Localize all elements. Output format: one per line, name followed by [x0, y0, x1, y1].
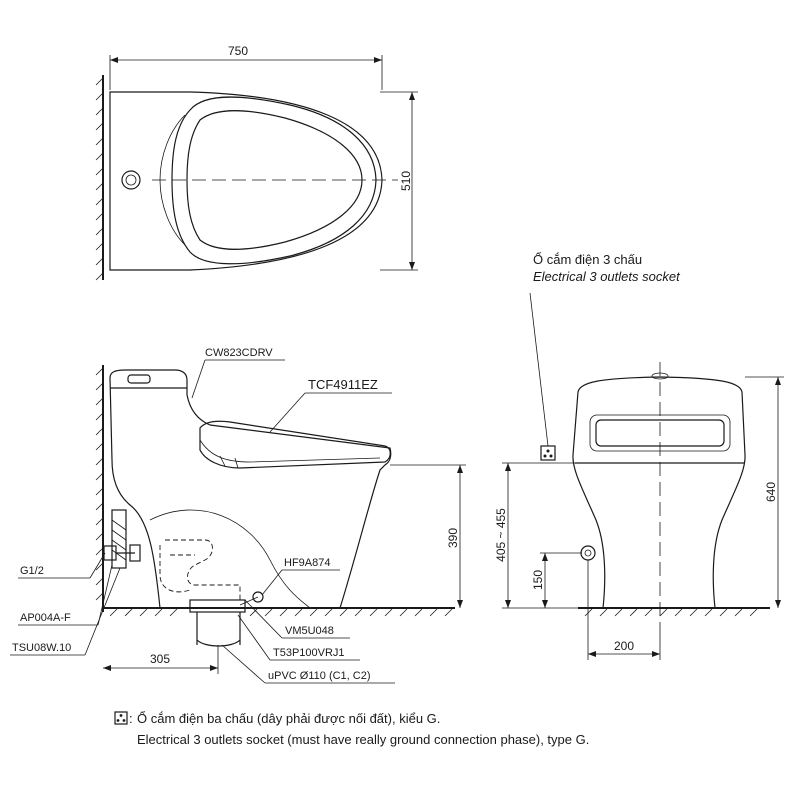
front-view: [494, 252, 784, 660]
socket-label-vi: Ổ cắm điện 3 chấu: [533, 252, 643, 267]
dim-305: 305: [149, 652, 171, 666]
dim-750: 750: [227, 44, 249, 58]
dim-640: 640: [764, 481, 778, 503]
dim-200: 200: [613, 639, 635, 653]
label-g12: G1/2: [20, 565, 44, 577]
label-upvc: uPVC Ø110 (C1, C2): [268, 670, 371, 682]
footnote-en: Electrical 3 outlets socket (must have really ground connection phase), type G.: [137, 732, 590, 747]
socket-label-en: Electrical 3 outlets socket: [533, 269, 680, 284]
footnote: [115, 711, 589, 747]
label-tsu08w: TSU08W.10: [12, 642, 72, 654]
label-ap004a: AP004A-F: [20, 612, 71, 624]
top-view: [96, 44, 418, 280]
label-tcf4911ez: TCF4911EZ: [308, 377, 378, 392]
side-view: [10, 347, 466, 683]
footnote-colon: :: [129, 711, 133, 726]
dim-390: 390: [446, 527, 460, 549]
footnote-vi: Ổ cắm điện ba chấu (dây phải được nối đất), kiểu G.: [137, 711, 441, 726]
dim-405-455: 405 ~ 455: [494, 508, 508, 562]
label-hf9a874: HF9A874: [284, 557, 331, 569]
label-cw823cdrv: CW823CDRV: [205, 347, 273, 359]
dim-510: 510: [399, 170, 413, 192]
socket-icon: [120, 714, 123, 717]
label-t53p100vrj1: T53P100VRJ1: [273, 647, 345, 659]
label-vm5u048: VM5U048: [285, 625, 334, 637]
dim-150: 150: [531, 569, 545, 591]
